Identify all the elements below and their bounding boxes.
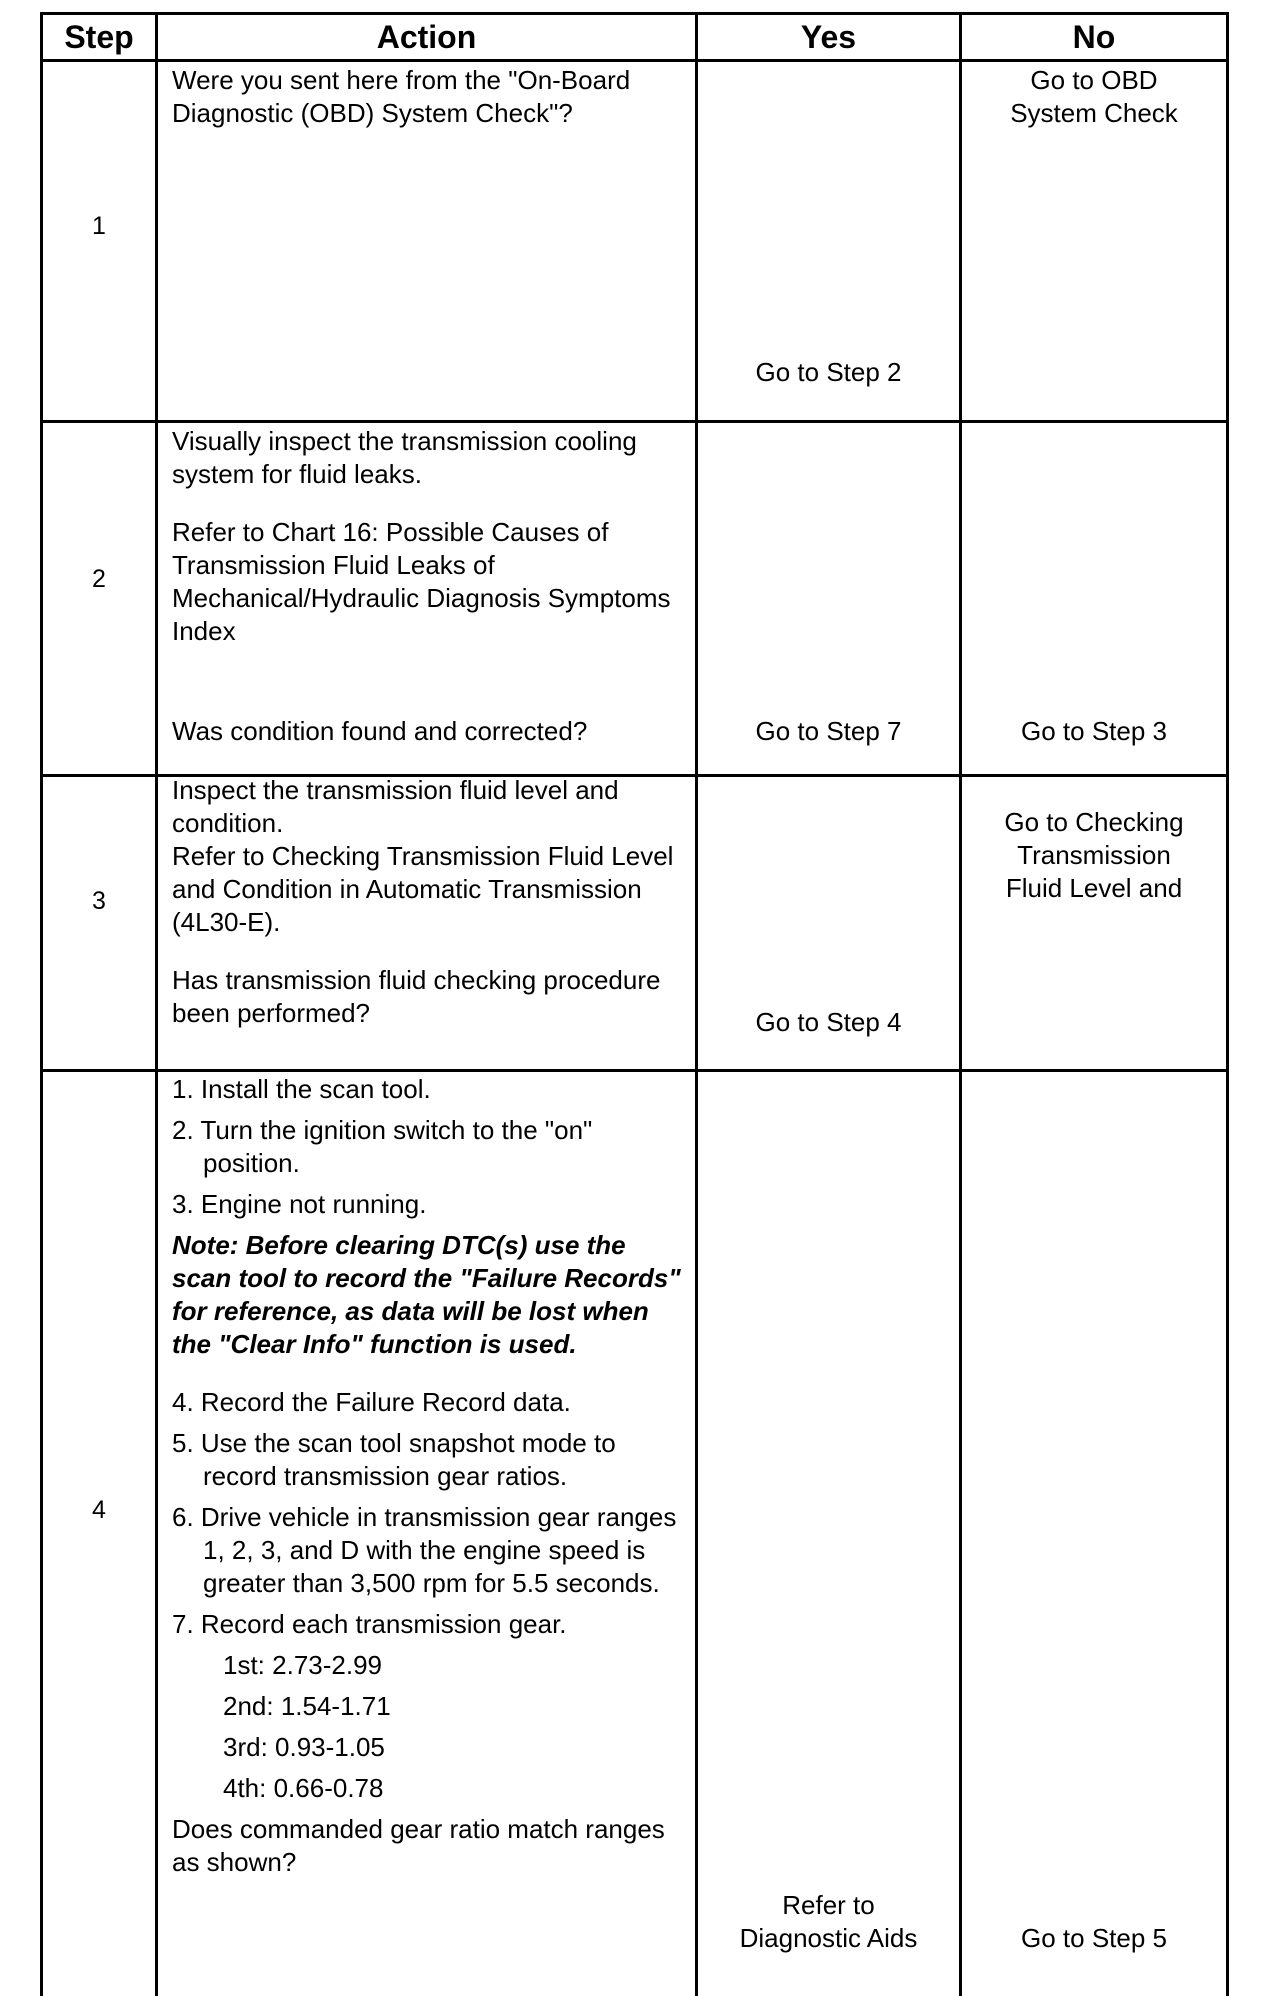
yes-line: Diagnostic Aids xyxy=(739,1923,918,1953)
yes-cell-2: Go to Step 7 xyxy=(755,716,902,746)
header-step: Step xyxy=(64,18,134,55)
table-border-right xyxy=(1226,12,1229,1996)
gear-ratio: 4th: 0.66-0.78 xyxy=(223,1773,384,1803)
header-yes: Yes xyxy=(800,18,857,55)
instruction-item: 7. Record each transmission gear. xyxy=(172,1609,567,1639)
instruction-item: 4. Record the Failure Record data. xyxy=(172,1387,571,1417)
instruction-item: 6. Drive vehicle in transmission gear ranges 1, 2, 3, and D with the engine speed is greater than 3,500 rpm for 5.5 seconds. xyxy=(172,1502,677,1598)
step-number-2: 2 xyxy=(92,565,106,593)
gear-ratio: 1st: 2.73-2.99 xyxy=(223,1650,382,1680)
header-no: No xyxy=(1072,18,1116,55)
no-line: Go to Checking xyxy=(1004,807,1184,837)
no-line: Go to OBD xyxy=(1030,65,1158,95)
no-cell-4: Go to Step 5 xyxy=(1021,1923,1167,1953)
column-divider-action xyxy=(695,12,698,1996)
no-line: Fluid Level and xyxy=(1005,873,1183,903)
column-divider-yes xyxy=(959,12,962,1996)
action-cell-1 xyxy=(172,64,692,130)
instruction-item: 3. Engine not running. xyxy=(172,1189,427,1219)
action-text: Refer to Checking Transmission Fluid Level and Condition in Automatic Transmission (4L30-E). xyxy=(172,841,674,937)
column-divider-step xyxy=(155,12,158,1996)
diagnostic-table xyxy=(40,12,1229,1996)
header-action: Action xyxy=(376,18,477,55)
gear-ratio: 2nd: 1.54-1.71 xyxy=(223,1691,391,1721)
table-border-left xyxy=(40,12,43,1996)
instruction-item: 2. Turn the ignition switch to the "on" position. xyxy=(172,1115,593,1178)
yes-cell-3: Go to Step 4 xyxy=(755,1007,902,1037)
step-number-3: 3 xyxy=(92,887,106,915)
action-question: Was condition found and corrected? xyxy=(172,716,588,746)
step-number-1: 1 xyxy=(92,212,106,240)
table-grid xyxy=(40,12,1229,1996)
instruction-item: 1. Install the scan tool. xyxy=(172,1074,431,1104)
no-line: System Check xyxy=(1010,98,1178,128)
instruction-item: 5. Use the scan tool snapshot mode to record transmission gear ratios. xyxy=(172,1428,616,1491)
no-line: Transmission xyxy=(1017,840,1171,870)
yes-cell-1: Go to Step 2 xyxy=(755,357,902,387)
gear-ratio: 3rd: 0.93-1.05 xyxy=(223,1732,385,1762)
no-cell-2: Go to Step 3 xyxy=(1021,716,1167,746)
action-question: Has transmission fluid checking procedure been performed? xyxy=(172,965,661,1028)
yes-cell-4 xyxy=(698,1889,959,1955)
row-divider-1 xyxy=(40,420,1229,423)
action-text: Refer to Chart 16: Possible Causes of Transmission Fluid Leaks of Mechanical/Hydraulic Diagnosis Symptoms Index xyxy=(172,517,671,646)
action-cell-4 xyxy=(172,1073,692,1879)
no-cell-3 xyxy=(962,806,1226,905)
note-text: Note: Before clearing DTC(s) use the scan tool to record the "Failure Records" for reference, as data will be lost when the "Clear Info" function is used. xyxy=(172,1230,681,1359)
action-text: Visually inspect the transmission cooling system for fluid leaks. xyxy=(172,426,637,489)
no-cell-1 xyxy=(962,64,1226,130)
action-text: Were you sent here from the "On-Board Diagnostic (OBD) System Check"? xyxy=(172,65,631,128)
action-cell-2 xyxy=(172,425,692,746)
action-question: Does commanded gear ratio match ranges as shown? xyxy=(172,1814,665,1877)
step-number-4: 4 xyxy=(92,1496,106,1524)
action-text: Inspect the transmission fluid level and condition. xyxy=(172,775,619,838)
action-cell-3 xyxy=(172,774,692,1030)
yes-line: Refer to xyxy=(782,1890,875,1920)
header-divider xyxy=(40,59,1229,62)
row-divider-3 xyxy=(40,1069,1229,1072)
